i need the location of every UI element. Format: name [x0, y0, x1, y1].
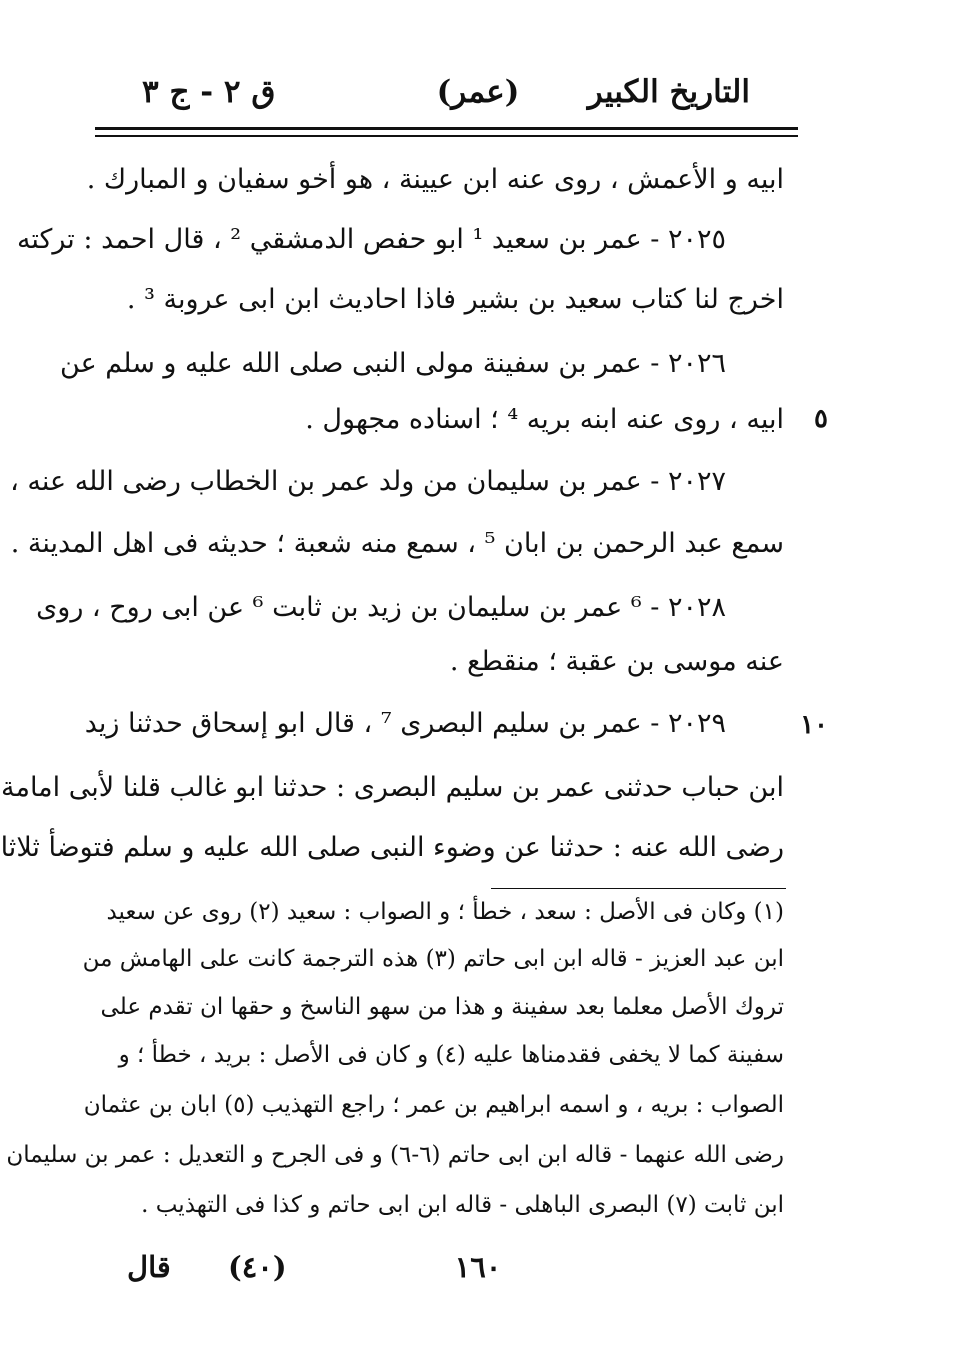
- footnote-line: سفينة كما لا يخفى فقدمناها عليه (٤) و كان فى الأصل : بريد ، خطأ ؛ و: [118, 1042, 784, 1068]
- margin-line-number: ٥: [814, 404, 828, 434]
- text-line: ابيه ، روى عنه ابنه بريه ⁴ ؛ اسناده مجهول .: [305, 404, 784, 435]
- footnote-line: رضى الله عنهما - قاله ابن ابى حاتم (٦-٦) و فى الجرح و التعديل : عمر بن سليمان: [6, 1142, 784, 1168]
- signature-mark: (٤٠): [228, 1250, 287, 1284]
- text-line: ابيه و الأعمش ، روى عنه ابن عيينة ، هو أخو سفيان و المبارك .: [86, 164, 784, 195]
- entry-2029-line: ٢٠٢٩ - عمر بن سليم البصرى ⁷ ، قال ابو إسحاق حدثنا زيد: [84, 708, 726, 739]
- entry-2025-line: ٢٠٢٥ - عمر بن سعيد ¹ ابو حفص الدمشقي ² ، قال احمد : تركته: [16, 224, 726, 255]
- margin-line-number: ١٠: [800, 710, 828, 740]
- entry-2028-line: ٢٠٢٨ - ⁶ عمر بن سليمان بن زيد بن ثابت ⁶ عن ابى روح ، روى: [36, 592, 726, 623]
- footnote-line: (١) وكان فى الأصل : سعد ، خطأ ؛ و الصواب : سعيد (٢) روى عن سعيد: [106, 899, 784, 925]
- footnote-line: تروك الأصل معلما بعد سفينة و هذا من سهو الناسخ و حقها ان تقدم على: [100, 994, 784, 1020]
- page-number: ١٦٠: [454, 1250, 502, 1284]
- text-line: ابن حباب حدثنى عمر بن سليم البصرى : حدثنا ابو غالب قلنا لأبى امامة: [1, 772, 784, 803]
- footnote-separator: [491, 888, 786, 889]
- text-line: اخرج لنا كتاب سعيد بن بشير فاذا احاديث ابن ابى عروبة ³ .: [126, 284, 784, 315]
- text-line: رضى الله عنه : حدثنا عن وضوء النبى صلى الله عليه و سلم فتوضأ ثلاثا: [0, 832, 784, 863]
- text-line: عنه موسى بن عقبة ؛ منقطع .: [449, 646, 784, 677]
- catchword: قال: [127, 1250, 171, 1284]
- header-rule-thin: [95, 135, 798, 137]
- running-title: التاريخ الكبير: [587, 74, 750, 110]
- footnote-line: ابن ثابت (٧) البصرى الباهلى - قاله ابن ابى حاتم و كذا فى التهذيب .: [141, 1192, 784, 1218]
- entry-2026-line: ٢٠٢٦ - عمر بن سفينة مولى النبى صلى الله عليه و سلم عن: [60, 348, 726, 379]
- volume-reference: ق ٢ - ج ٣: [142, 74, 276, 110]
- footnote-line: الصواب : بريه ، و اسمه ابراهيم بن عمر ؛ راجع التهذيب (٥) ابان بن عثمان: [83, 1092, 784, 1118]
- footnote-line: ابن عبد العزيز - قاله ابن ابى حاتم (٣) هذه الترجمة كانت على الهامش من: [82, 946, 784, 972]
- text-line: سمع عبد الرحمن بن ابان ⁵ ، سمع منه شعبة ؛ حديثه فى اهل المدينة .: [10, 528, 784, 559]
- header-rule-thick: [95, 127, 798, 130]
- section-title: (عمر): [436, 74, 520, 110]
- entry-2027-line: ٢٠٢٧ - عمر بن سليمان من ولد عمر بن الخطاب رضى الله عنه ،: [10, 466, 726, 497]
